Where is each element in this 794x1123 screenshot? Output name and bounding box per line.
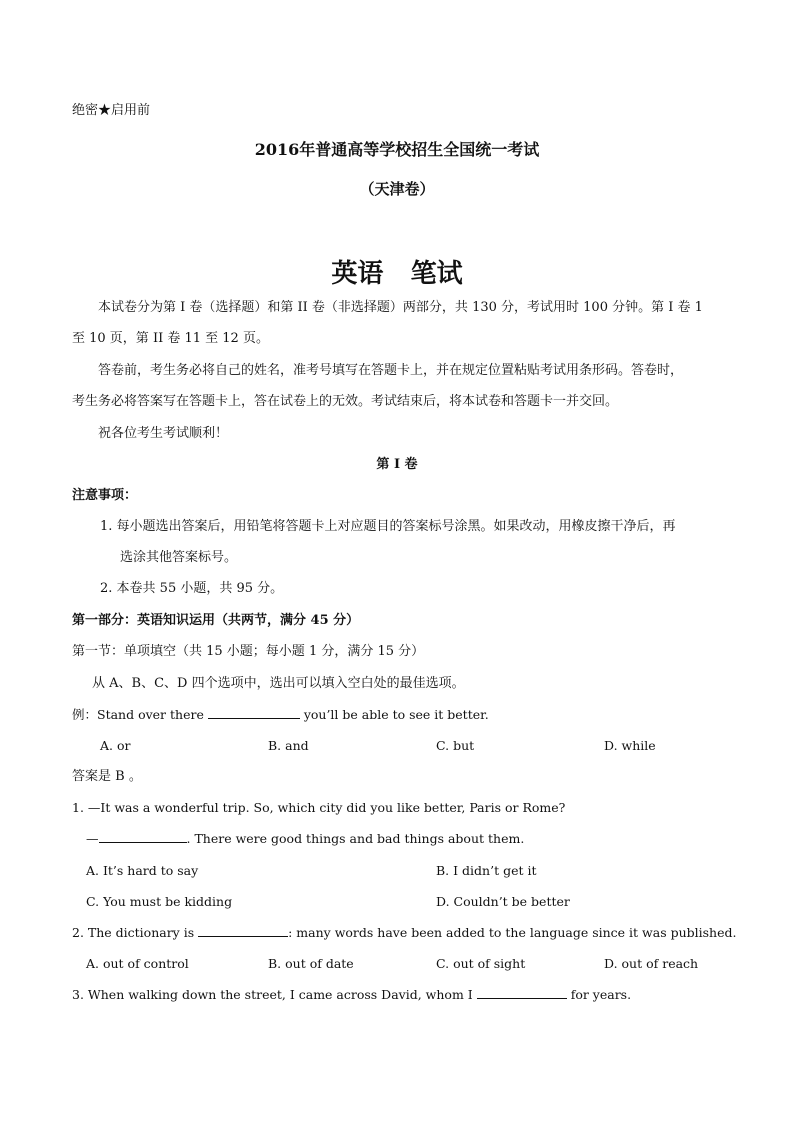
question-3-stem [72, 986, 631, 1004]
question-3-blank [477, 986, 567, 999]
example-suffix: you’ll be able to see it better. [303, 707, 489, 722]
subject-title: 英语 笔试 [331, 259, 463, 289]
question-1-option-c: C. You must be kidding [86, 894, 233, 909]
part1-heading: 第一部分：英语知识运用（共两节，满分 45 分） [72, 613, 360, 628]
question-3-prefix: 3. When walking down the street, I came across David, whom I [72, 987, 473, 1002]
question-1-reply-suffix: . There were good things and bad things about them. [186, 831, 525, 846]
question-1-reply-prefix: — [86, 831, 99, 846]
intro-paragraph-1-line-2: 至 10 页，第 II 卷 11 至 12 页。 [72, 331, 269, 346]
volume-heading: 第 I 卷 [376, 457, 418, 472]
question-1-blank [99, 830, 187, 843]
note-2: 2. 本卷共 55 小题，共 95 分。 [100, 581, 284, 596]
section1-instruction: 从 A、B、C、D 四个选项中，选出可以填入空白处的最佳选项。 [92, 676, 465, 691]
example-stem [72, 706, 489, 724]
example-option-c: C. but [436, 738, 475, 753]
example-prefix: 例：Stand over there [72, 707, 204, 722]
intro-paragraph-2-line-2: 考生务必将答案写在答题卡上，答在试卷上的无效。考试结束后，将本试卷和答题卡一并交回。 [72, 394, 619, 409]
good-luck-line: 祝各位考生考试顺利！ [98, 426, 229, 441]
example-option-a: A. or [100, 738, 131, 753]
question-2-option-c: C. out of sight [436, 956, 526, 971]
question-2-suffix: : many words have been added to the language since it was published. [288, 925, 737, 940]
exam-title: 2016年普通高等学校招生全国统一考试 [254, 140, 540, 159]
question-1-option-a: A. It’s hard to say [86, 863, 199, 878]
example-answer: 答案是 B 。 [72, 769, 142, 784]
question-2-blank [198, 924, 288, 937]
example-option-b: B. and [268, 738, 309, 753]
question-2-prefix: 2. The dictionary is [72, 925, 195, 940]
question-2-option-d: D. out of reach [604, 956, 699, 971]
example-blank [208, 706, 300, 719]
question-1-option-d: D. Couldn’t be better [436, 894, 570, 909]
notes-heading: 注意事项： [72, 488, 138, 503]
question-1-option-b: B. I didn’t get it [436, 863, 537, 878]
intro-paragraph-2-line-1: 答卷前，考生务必将自己的姓名，准考号填写在答题卡上，并在规定位置粘贴考试用条形码。答卷时， [98, 363, 684, 378]
confidential-label: 绝密★启用前 [72, 103, 151, 118]
exam-subtitle: （天津卷） [359, 180, 435, 198]
question-1-stem: 1. —It was a wonderful trip. So, which city did you like better, Paris or Rome? [72, 800, 566, 815]
question-2-stem [72, 924, 736, 942]
note-1-line-1: 1. 每小题选出答案后，用铅笔将答题卡上对应题目的答案标号涂黑。如果改动，用橡皮擦干净后，再 [100, 519, 676, 534]
example-option-d: D. while [604, 738, 656, 753]
question-3-suffix: for years. [570, 987, 632, 1002]
section1-heading: 第一节：单项填空（共 15 小题；每小题 1 分，满分 15 分） [72, 644, 425, 659]
question-2-option-b: B. out of date [268, 956, 354, 971]
question-2-option-a: A. out of control [86, 956, 189, 971]
question-1-reply [86, 830, 524, 848]
intro-paragraph-1-line-1: 本试卷分为第 I 卷（选择题）和第 II 卷（非选择题）两部分，共 130 分，考试用时 100 分钟。第 I 卷 1 [98, 300, 703, 315]
note-1-line-2: 选涂其他答案标号。 [120, 550, 238, 565]
